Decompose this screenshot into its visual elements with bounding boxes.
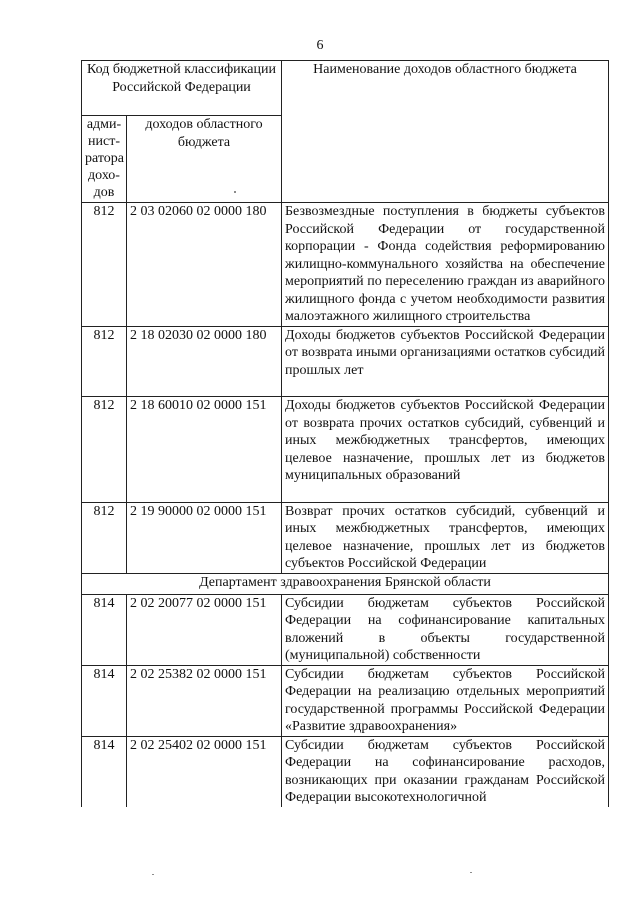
- row-admin-code: 812: [82, 502, 127, 573]
- row-admin-code: 814: [82, 736, 127, 807]
- row-admin-code: 812: [82, 397, 127, 503]
- table-row: [82, 665, 609, 736]
- section-title: Департамент здравоохранения Брянской области: [82, 573, 609, 594]
- scan-speck: [470, 872, 472, 873]
- row-budget-code: 2 19 90000 02 0000 151: [127, 502, 282, 573]
- row-income-name: Субсидии бюджетам субъектов Российской Федерации на реализацию отдельных мероприятий государственной программы Российской Федерации «Развитие здравоохранения»: [282, 665, 609, 736]
- row-income-name: Доходы бюджетов субъектов Российской Федерации от возврата прочих остатков субсидий, субвенций и иных межбюджетных трансфертов, имеющих целевое назначение, прошлых лет из бюджетов муниципальных образований: [282, 397, 609, 503]
- header-code: доходов областного бюджета: [127, 116, 282, 203]
- row-budget-code: 2 02 25402 02 0000 151: [127, 736, 282, 807]
- row-budget-code: 2 18 60010 02 0000 151: [127, 397, 282, 503]
- header-group-title: Код бюджетной классификации Российской Федерации: [82, 61, 282, 116]
- budget-classification-table: [81, 60, 609, 807]
- scan-speck: [152, 874, 154, 875]
- row-income-name: Доходы бюджетов субъектов Российской Федерации от возврата иными организациями остатков субсидий прошлых лет: [282, 326, 609, 397]
- row-admin-code: 812: [82, 203, 127, 327]
- section-heading-row: [82, 573, 609, 594]
- row-income-name: Безвозмездные поступления в бюджеты субъектов Российской Федерации от государственной корпорации - Фонда содействия реформированию жилищно-коммунального хозяйства на обеспечение мероприятий по переселению граждан из аварийного жилищного фонда с учетом необходимости развития малоэтажного жилищного строительства: [282, 203, 609, 327]
- row-admin-code: 814: [82, 594, 127, 665]
- header-admin: адми-нист-ратора дохо-дов: [82, 116, 127, 203]
- row-budget-code: 2 02 20077 02 0000 151: [127, 594, 282, 665]
- table-header-row: [82, 61, 609, 116]
- table-row: [82, 594, 609, 665]
- table-row: [82, 736, 609, 807]
- row-admin-code: 814: [82, 665, 127, 736]
- scan-speck: [234, 191, 236, 193]
- row-budget-code: 2 02 25382 02 0000 151: [127, 665, 282, 736]
- table-row: [82, 203, 609, 327]
- row-income-name: Субсидии бюджетам субъектов Российской Федерации на софинансирование расходов, возникающих при оказании гражданам Российской Федерации высокотехнологичной: [282, 736, 609, 807]
- row-admin-code: 812: [82, 326, 127, 397]
- table-row: [82, 397, 609, 503]
- table-row: [82, 502, 609, 573]
- header-name: Наименование доходов областного бюджета: [282, 61, 609, 203]
- row-income-name: Возврат прочих остатков субсидий, субвенций и иных межбюджетных трансфертов, имеющих целевое назначение, прошлых лет из бюджетов субъектов Российской Федерации: [282, 502, 609, 573]
- table-row: [82, 326, 609, 397]
- row-budget-code: 2 18 02030 02 0000 180: [127, 326, 282, 397]
- row-income-name: Субсидии бюджетам субъектов Российской Федерации на софинансирование капитальных вложений в объекты государственной (муниципальной) собственности: [282, 594, 609, 665]
- row-budget-code: 2 03 02060 02 0000 180: [127, 203, 282, 327]
- page-number: 6: [316, 38, 324, 53]
